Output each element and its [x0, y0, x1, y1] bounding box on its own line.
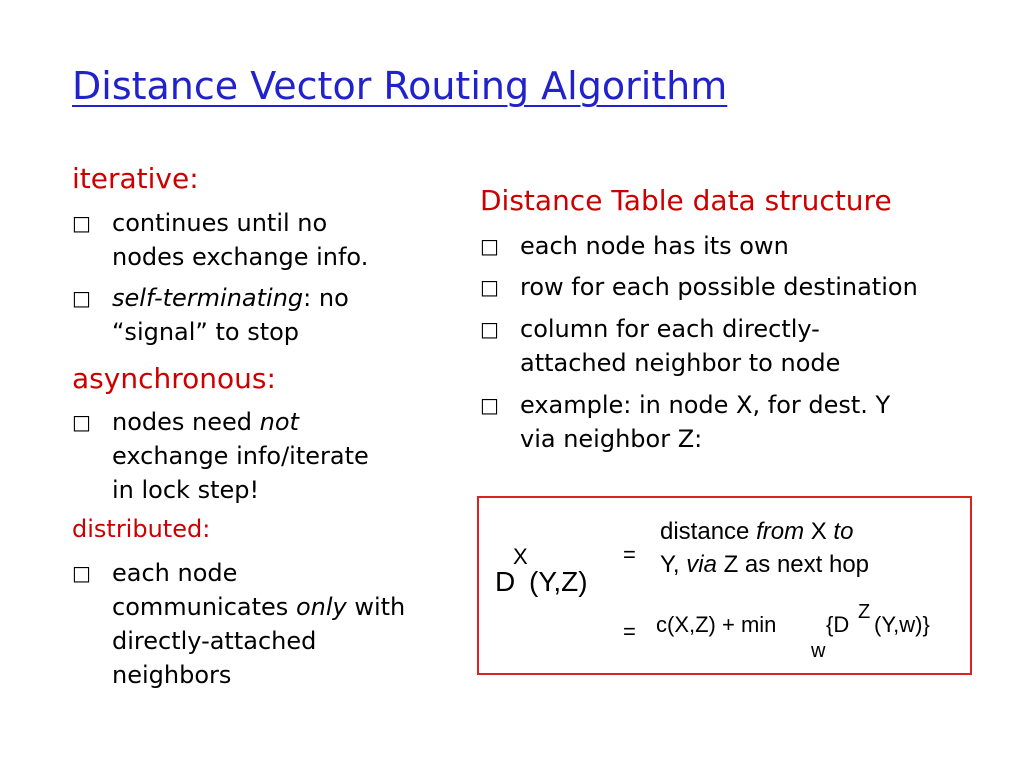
bullet-icon: □: [72, 410, 91, 434]
slide-title: Distance Vector Routing Algorithm: [72, 64, 728, 108]
heading-iterative: iterative:: [72, 162, 199, 195]
bullet-text: self-terminating: no “signal” to stop: [112, 284, 349, 346]
bullet-icon: □: [480, 234, 499, 258]
heading-distance-table: Distance Table data structure: [480, 184, 892, 217]
heading-distributed: distributed:: [72, 515, 211, 543]
bullet-item: [480, 229, 789, 263]
formula-rhs-main: c(X,Z) + min: [656, 612, 777, 637]
heading-asynchronous: asynchronous:: [72, 362, 276, 395]
formula-lhs-superscript: X: [513, 544, 528, 569]
bullet-text: each node has its own: [520, 232, 789, 260]
bullet-text: continues until no nodes exchange info.: [112, 209, 369, 271]
formula-definition-line1: distance from X to: [660, 518, 854, 545]
formula-rhs-open: {D: [826, 612, 850, 637]
bullet-text: column for each directly- attached neighbor to node: [520, 315, 841, 377]
bullet-item: [72, 405, 369, 507]
formula-equals-2: =: [623, 619, 636, 644]
bullet-icon: □: [480, 393, 499, 417]
formula-rhs-subscript: w: [811, 640, 826, 662]
bullet-icon: □: [480, 275, 499, 299]
bullet-item: [72, 206, 368, 274]
bullet-text: row for each possible destination: [520, 273, 918, 301]
bullet-icon: □: [72, 211, 91, 235]
formula-rhs-close: (Y,w)}: [874, 612, 930, 637]
formula-equals-1: =: [623, 542, 636, 567]
bullet-item: [480, 312, 840, 380]
formula-lhs-args: (Y,Z): [529, 566, 588, 597]
formula-rhs-superscript: Z: [858, 601, 871, 623]
formula-definition-line2: Y, via Z as next hop: [660, 551, 870, 578]
bullet-item: [480, 270, 918, 304]
bullet-item: [72, 281, 349, 349]
bullet-item: [72, 556, 405, 692]
bullet-icon: □: [72, 561, 91, 585]
bullet-item: [480, 388, 890, 456]
bullet-icon: □: [480, 317, 499, 341]
formula-lhs-base: D: [495, 566, 516, 597]
bullet-text: example: in node X, for dest. Y via neighbor Z:: [520, 391, 891, 453]
bullet-text: each node communicates only with directly-attached neighbors: [112, 559, 406, 689]
bullet-text: nodes need not exchange info/iterate in lock step!: [112, 408, 369, 504]
bullet-icon: □: [72, 286, 91, 310]
